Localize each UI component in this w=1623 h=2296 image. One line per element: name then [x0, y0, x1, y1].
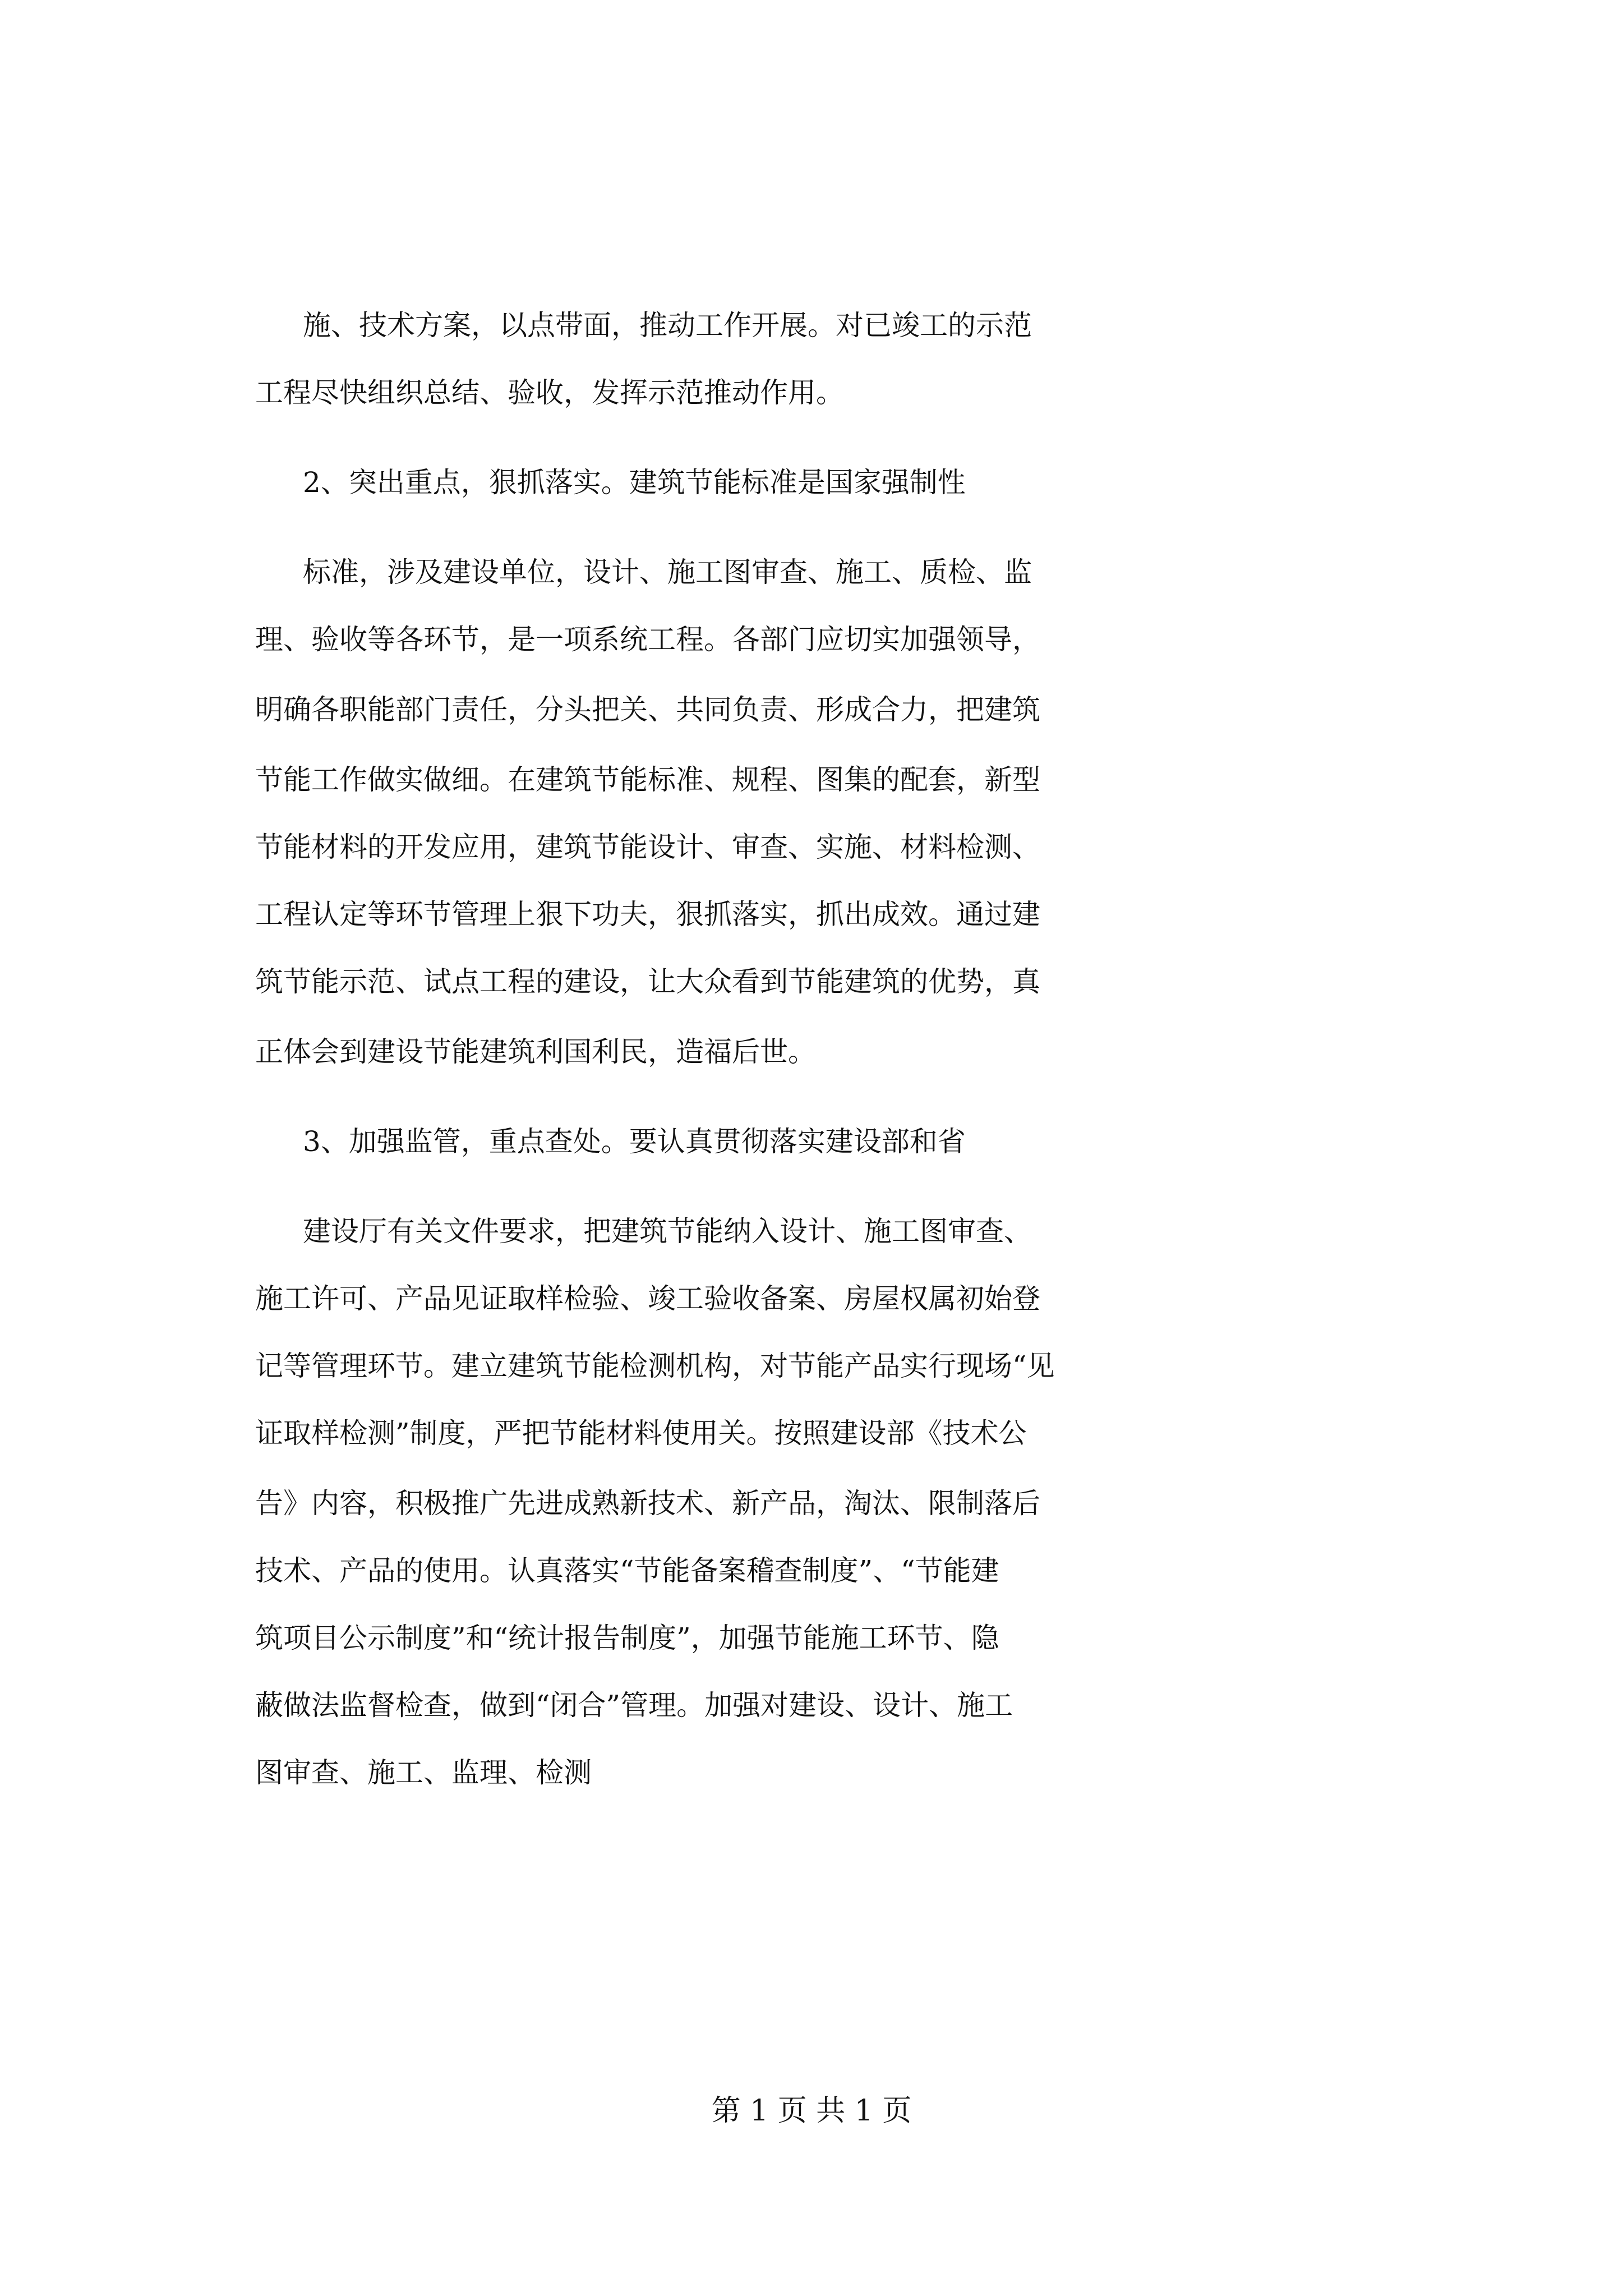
page-number-footer: 第 1 页 共 1 页 — [711, 2094, 912, 2128]
text-line: 工程尽快组织总结、验收，发挥示范推动作用。 — [255, 376, 844, 409]
text-line: 明确各职能部门责任，分头把关、共同负责、形成合力，把建筑 — [255, 693, 1040, 726]
text-line: 工程认定等环节管理上狠下功夫，狠抓落实，抓出成效。通过建 — [255, 898, 1040, 931]
text-line: 建设厅有关文件要求，把建筑节能纳入设计、施工图审查、 — [303, 1215, 1032, 1248]
text-line: 正体会到建设节能建筑利国利民，造福后世。 — [255, 1036, 816, 1068]
text-line: 施、技术方案，以点带面，推动工作开展。对已竣工的示范 — [303, 309, 1032, 342]
text-line: 节能材料的开发应用，建筑节能设计、审查、实施、材料检测、 — [255, 831, 1040, 863]
text-line: 蔽做法监督检查，做到“闭合”管理。加强对建设、设计、施工 — [255, 1689, 1013, 1722]
text-line: 筑项目公示制度”和“统计报告制度”，加强节能施工环节、隐 — [255, 1622, 999, 1654]
text-line: 图审查、施工、监理、检测 — [255, 1756, 592, 1789]
text-line: 技术、产品的使用。认真落实“节能备案稽查制度”、“节能建 — [255, 1554, 999, 1587]
text-line: 标准，涉及建设单位，设计、施工图审查、施工、质检、监 — [303, 556, 1032, 588]
text-line: 理、验收等各环节，是一项系统工程。各部门应切实加强领导， — [255, 623, 1040, 656]
text-line: 施工许可、产品见证取样检验、竣工验收备案、房屋权属初始登 — [255, 1282, 1040, 1315]
text-line: 筑节能示范、试点工程的建设，让大众看到节能建筑的优势，真 — [255, 965, 1040, 998]
text-line: 节能工作做实做细。在建筑节能标准、规程、图集的配套，新型 — [255, 763, 1040, 796]
text-line: 记等管理环节。建立建筑节能检测机构，对节能产品实行现场“见 — [255, 1350, 1055, 1382]
text-line: 告》内容，积极推广先进成熟新技术、新产品，淘汰、限制落后 — [255, 1487, 1040, 1520]
text-line: 3、加强监管，重点查处。要认真贯彻落实建设部和省 — [303, 1125, 966, 1158]
text-line: 证取样检测”制度，严把节能材料使用关。按照建设部《技术公 — [255, 1417, 1027, 1450]
text-line: 2、突出重点，狠抓落实。建筑节能标准是国家强制性 — [303, 466, 966, 499]
